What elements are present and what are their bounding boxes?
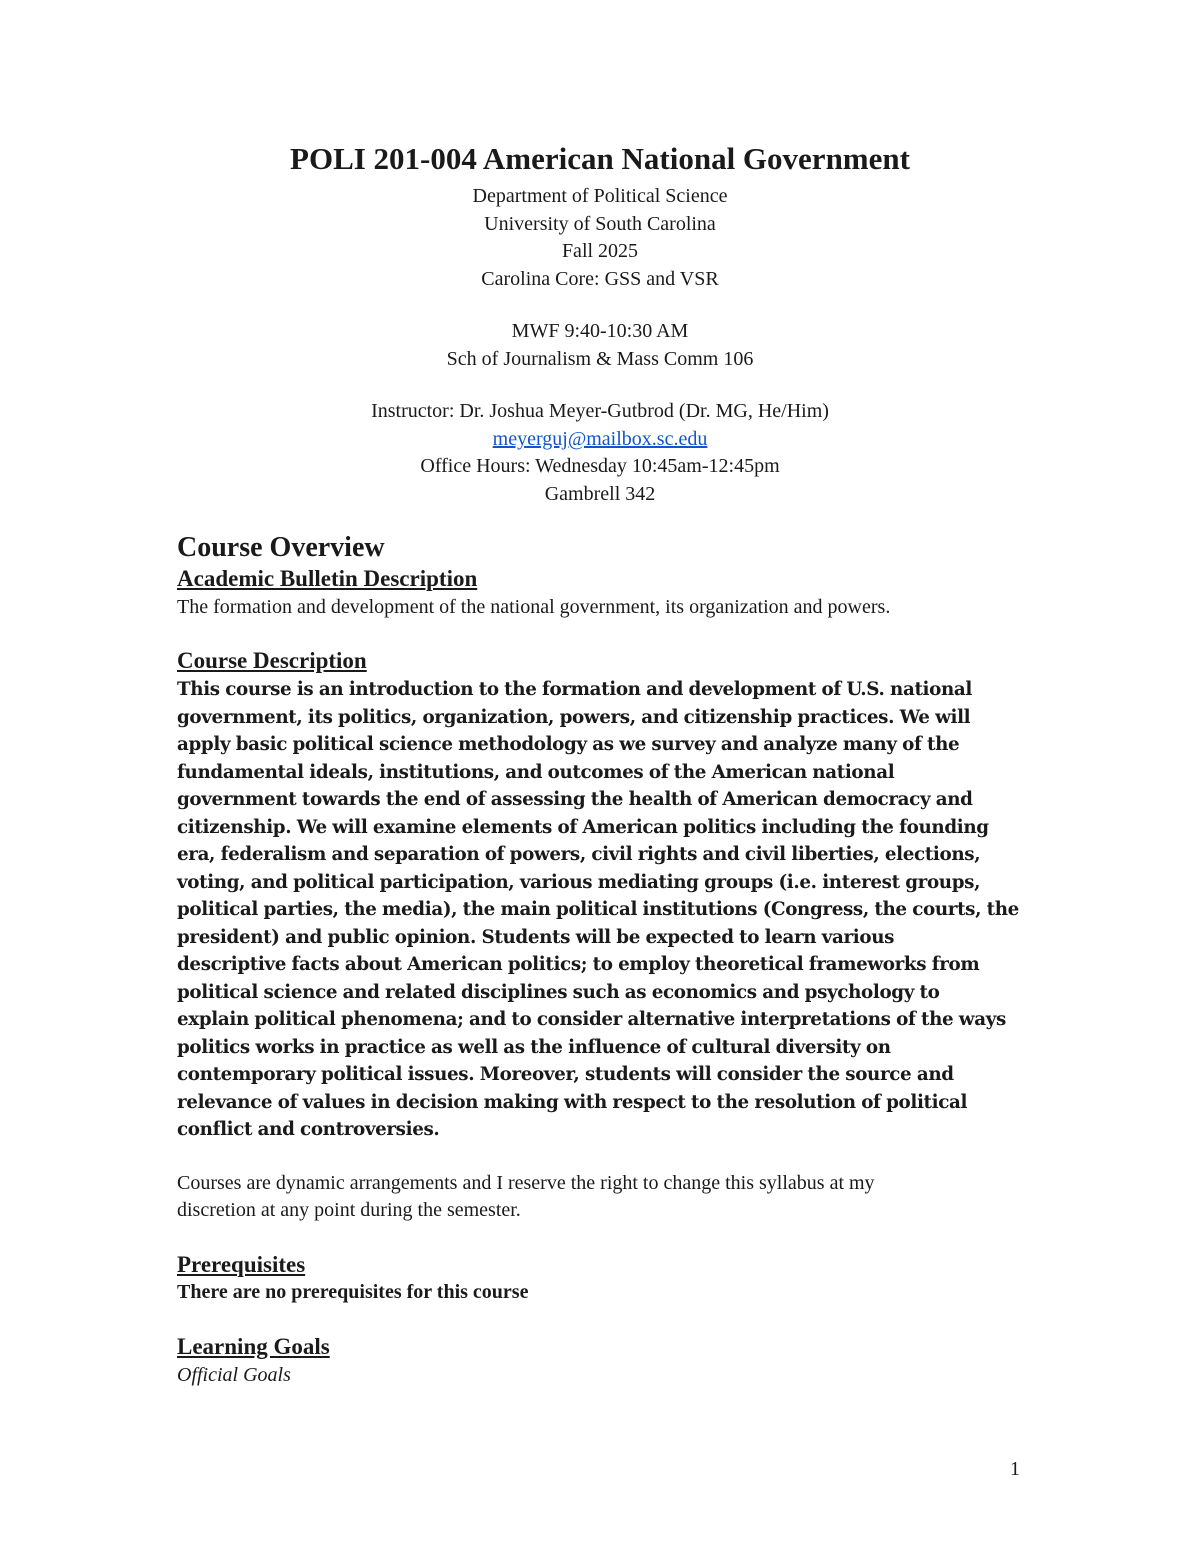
prerequisites-text: There are no prerequisites for this course xyxy=(177,1281,529,1304)
meeting-schedule: MWF 9:40-10:30 AM xyxy=(511,320,689,343)
description-line: political parties, the media), the main political institutions (Congress, the courts, the xyxy=(177,899,1019,920)
note-line: discretion at any point during the semester. xyxy=(177,1199,521,1221)
description-line: political science and related disciplines such as economics and psychology to xyxy=(177,981,940,1003)
office-hours: Office Hours: Wednesday 10:45am-12:45pm xyxy=(420,455,780,478)
description-line: politics works in practice as well as the influence of cultural diversity on xyxy=(177,1036,891,1058)
description-line: voting, and political participation, various mediating groups (i.e. interest groups, xyxy=(177,871,981,893)
subheading-learning-goals: Learning Goals xyxy=(177,1333,330,1359)
course-overview-section xyxy=(177,530,1037,1389)
page-number: 1 xyxy=(1010,1458,1020,1480)
description-line: era, federalism and separation of powers, civil rights and civil liberties, elections, xyxy=(177,844,981,865)
instructor: Instructor: Dr. Joshua Meyer-Gutbrod (Dr. MG, He/Him) xyxy=(371,400,829,423)
email-link[interactable]: meyerguj@mailbox.sc.edu xyxy=(492,427,708,450)
description-line: descriptive facts about American politics; to employ theoretical frameworks from xyxy=(177,954,980,975)
office-location: Gambrell 342 xyxy=(544,482,656,505)
course-title: POLI 201-004 American National Government xyxy=(290,141,910,176)
department: Department of Political Science xyxy=(472,185,728,208)
description-line: contemporary political issues. Moreover, students will consider the source and xyxy=(177,1064,954,1085)
description-line: explain political phenomena; and to consider alternative interpretations of the ways xyxy=(177,1009,1006,1030)
description-line: conflict and controversies. xyxy=(177,1119,440,1140)
syllabus-header xyxy=(0,140,1200,508)
term: Fall 2025 xyxy=(561,240,639,263)
syllabus-change-note xyxy=(177,1170,1037,1225)
university: University of South Carolina xyxy=(484,212,716,235)
note-line: Courses are dynamic arrangements and I reserve the right to change this syllabus at my xyxy=(177,1171,875,1194)
description-line: government towards the end of assessing the health of American democracy and xyxy=(177,789,973,810)
meeting-location: Sch of Journalism & Mass Comm 106 xyxy=(446,347,754,370)
description-line: government, its politics, organization, powers, and citizenship practices. We will xyxy=(177,706,971,728)
official-goals-label: Official Goals xyxy=(177,1363,291,1386)
email-line xyxy=(0,426,1200,454)
course-description xyxy=(177,676,1037,1144)
description-line: fundamental ideals, institutions, and outcomes of the American national xyxy=(177,761,895,783)
description-line: apply basic political science methodology as we survey and analyze many of the xyxy=(177,734,960,755)
description-line: relevance of values in decision making with respect to the resolution of political xyxy=(177,1091,968,1113)
core-designation: Carolina Core: GSS and VSR xyxy=(481,267,719,290)
subheading-course-description: Course Description xyxy=(177,648,367,674)
section-heading-course-overview: Course Overview xyxy=(177,532,385,563)
description-line: citizenship. We will examine elements of American politics including the founding xyxy=(177,816,989,838)
bulletin-description: The formation and development of the national government, its organization and powers. xyxy=(177,595,891,618)
description-line: This course is an introduction to the formation and development of U.S. national xyxy=(177,679,973,700)
subheading-prerequisites: Prerequisites xyxy=(177,1251,306,1277)
description-line: president) and public opinion. Students will be expected to learn various xyxy=(177,926,895,948)
subheading-bulletin-description: Academic Bulletin Description xyxy=(177,566,478,591)
